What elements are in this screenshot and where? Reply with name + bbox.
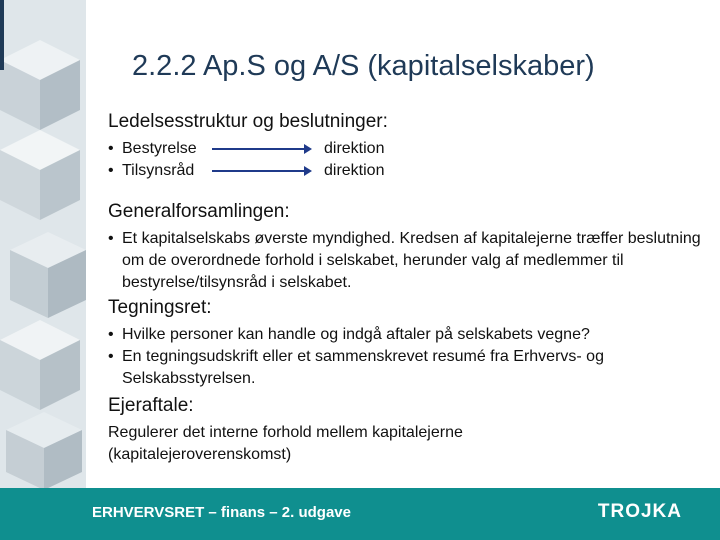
cubes-graphic: [0, 0, 86, 540]
arrow-right-icon: [212, 165, 312, 177]
tegning-heading: Tegningsret:: [108, 297, 212, 318]
slide-title: 2.2.2 Ap.S og A/S (kapitalselskaber): [132, 50, 595, 82]
section-ledelse: [108, 110, 708, 182]
footer-bar: [0, 488, 720, 540]
list-item: • Et kapitalselskabs øverste myndighed. Kredsen af kapitalejerne træffer beslutning om de overordnede forhold i selskabet, herunder valg af medlemmer til bestyrelse/tilsynsråd i selskabet.: [108, 228, 708, 294]
slide-content: [108, 110, 708, 466]
ledelse-row: [108, 138, 708, 160]
ledelse-heading: Ledelsesstruktur og beslutninger:: [108, 111, 388, 132]
list-item: • En tegningsudskrift eller et sammenskrevet resumé fra Erhvervs- og Selskabsstyrelsen.: [108, 346, 708, 390]
ledelse-row-right: direktion: [324, 140, 385, 157]
ledelse-row-left: • Bestyrelse: [108, 138, 197, 160]
decorative-cube-panel: [0, 0, 86, 540]
tegning-bullets: [108, 324, 708, 390]
ledelse-row-right: direktion: [324, 162, 385, 179]
ledelse-row: [108, 160, 708, 182]
arrow-right-icon: [212, 143, 312, 155]
ejer-text: Regulerer det interne forhold mellem kapitalejerne (kapitalejeroverenskomst): [108, 424, 463, 463]
ejer-heading: Ejeraftale:: [108, 395, 194, 416]
ledelse-row-left: • Tilsynsråd: [108, 160, 194, 182]
footer-text: ERHVERVSRET – finans – 2. udgave: [92, 504, 351, 521]
general-bullets: [108, 228, 708, 294]
list-item: • Hvilke personer kan handle og indgå aftaler på selskabets vegne?: [108, 324, 708, 346]
section-generalforsamling: [108, 200, 708, 294]
section-tegningsret: [108, 296, 708, 390]
trojka-logo: TROJKA: [597, 501, 682, 522]
section-ejeraftale: [108, 394, 708, 466]
general-heading: Generalforsamlingen:: [108, 201, 290, 222]
